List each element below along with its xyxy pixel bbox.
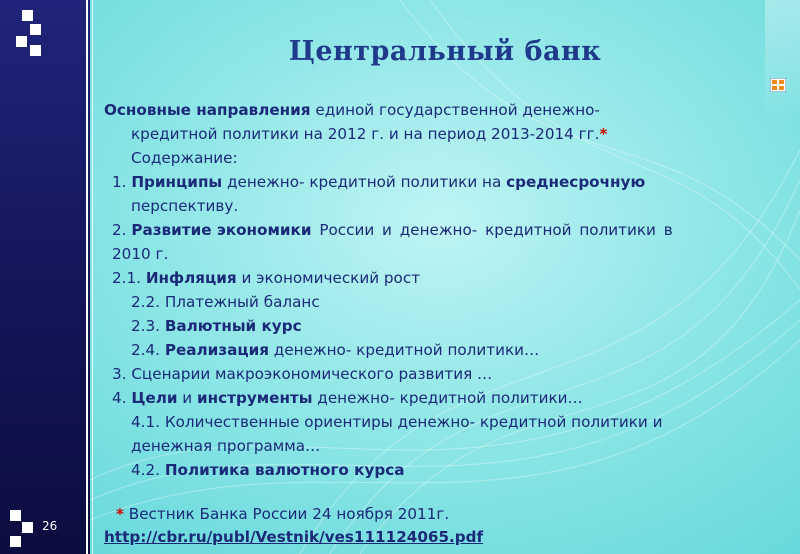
divider-line-thin — [92, 0, 93, 554]
list-item: 1. Принципы денежно- кредитной политики на среднесрочную — [112, 173, 646, 191]
deco-square — [10, 536, 21, 547]
divider-line — [86, 0, 88, 554]
list-item: 2010 г. — [112, 245, 169, 263]
list-item: 2. Развитие экономики России и денежно- кредитной политики в — [112, 221, 673, 239]
contents-label: Содержание: — [131, 149, 238, 167]
list-item: 2.2. Платежный баланс — [131, 293, 320, 311]
list-item: 4.2. Политика валютного курса — [131, 461, 405, 479]
deco-square — [10, 510, 21, 521]
intro-line-2: кредитной политики на 2012 г. и на период 2013-2014 гг.* — [131, 125, 608, 143]
deco-square — [30, 24, 41, 35]
list-item: перспективу. — [131, 197, 239, 215]
left-sidebar — [0, 0, 90, 554]
list-item: 2.1. Инфляция и экономический рост — [112, 269, 421, 287]
list-item: денежная программа… — [131, 437, 321, 455]
page-title: Центральный банк — [288, 36, 602, 67]
deco-square — [22, 10, 33, 21]
source-link[interactable]: http://cbr.ru/publ/Vestnik/ves111124065.pdf — [104, 528, 484, 546]
list-item: 4.1. Количественные ориентиры денежно- кредитной политики и — [131, 413, 663, 431]
content-body — [104, 98, 784, 482]
slide-number: 26 — [42, 519, 58, 533]
footnote: * Вестник Банка России 24 ноября 2011г. — [116, 505, 450, 523]
list-item: 2.3. Валютный курс — [131, 317, 302, 335]
deco-square — [22, 522, 33, 533]
intro-line-1: Основные направления единой государственной денежно- — [104, 101, 600, 119]
list-item: 3. Сценарии макроэкономического развития … — [112, 365, 493, 383]
list-item: 4. Цели и инструменты денежно- кредитной политики… — [112, 389, 583, 407]
list-item: 2.4. Реализация денежно- кредитной политики… — [131, 341, 540, 359]
nav-icon[interactable] — [770, 78, 786, 92]
